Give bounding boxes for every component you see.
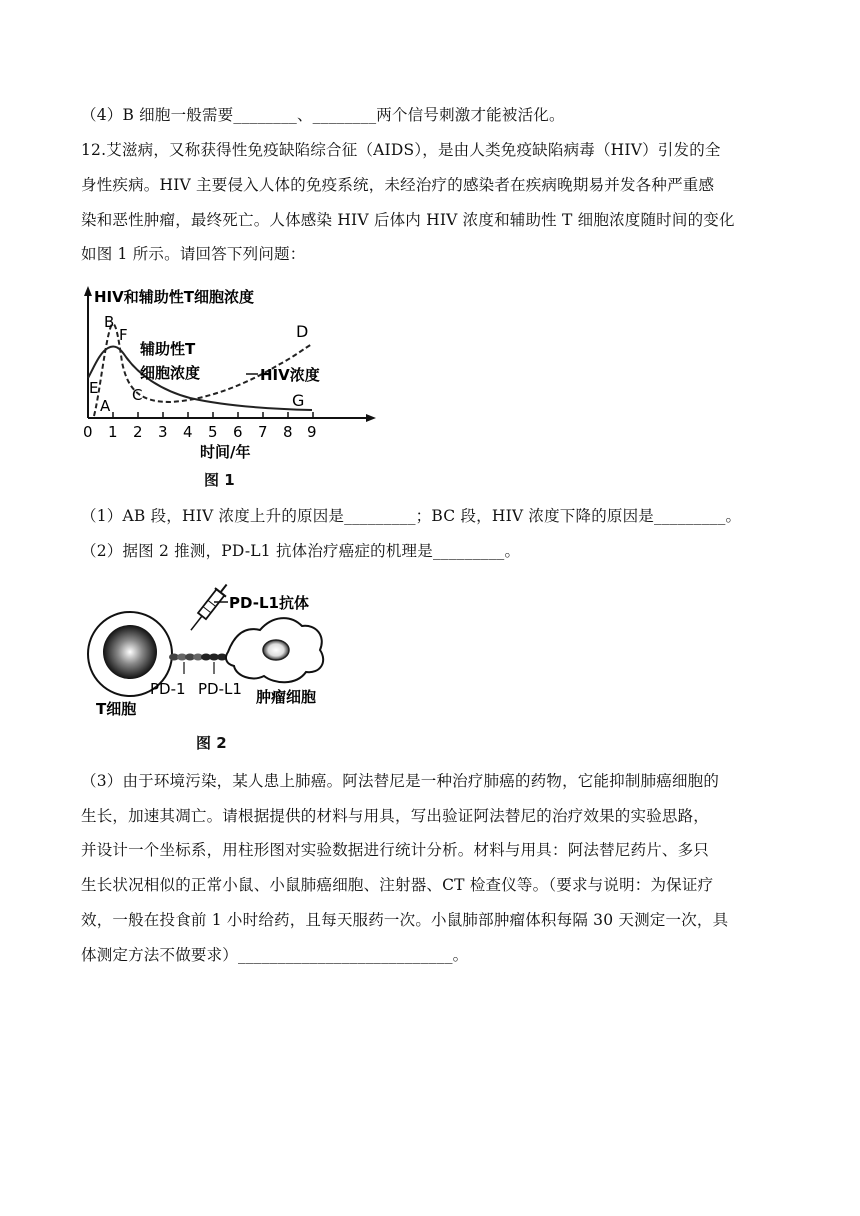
t-cell-nucleus: [103, 625, 157, 679]
fig1-label-A: A: [100, 397, 111, 415]
fig1-tick-2: 2: [133, 423, 143, 441]
fig1-tick-0: 0: [83, 423, 93, 441]
question-12-line-3: 染和恶性肿瘤，最终死亡。人体感染 HIV 后体内 HIV 浓度和辅助性 T 细胞浓度随时间的变化: [81, 211, 735, 229]
fig1-label-G: G: [292, 391, 305, 410]
pdl1-ligand: [201, 654, 227, 661]
figure-2: [84, 574, 354, 724]
sub-question-3-line-6: 体测定方法不做要求）___________________________。: [81, 946, 469, 964]
figure-2-caption: 图 2: [196, 734, 227, 752]
fig1-label-F: F: [119, 326, 128, 344]
fig1-label-B: B: [104, 313, 115, 331]
sub-question-3-line-5: 效，一般在投食前 1 小时给药，且每天服药一次。小鼠肺部肿瘤体积每隔 30 天测定一次，具: [81, 911, 729, 929]
antibody-label: PD-L1抗体: [229, 594, 309, 612]
fig1-label-C: C: [132, 386, 143, 404]
fig1-tick-3: 3: [158, 423, 168, 441]
fig1-tick-4: 4: [183, 423, 193, 441]
fig1-tick-9: 9: [307, 423, 317, 441]
fig1-hiv-label: HIV浓度: [260, 366, 320, 384]
question-12-line-4: 如图 1 所示。请回答下列问题：: [81, 245, 306, 263]
fig1-tcell-label-line1: 辅助性T: [140, 340, 196, 358]
fig1-tick-1: 1: [108, 423, 118, 441]
fig1-tick-5: 5: [208, 423, 218, 441]
fig1-label-D: D: [296, 322, 309, 341]
tumor-cell-label: 肿瘤细胞: [256, 688, 317, 706]
sub-question-3-line-1: （3）由于环境污染，某人患上肺癌。阿法替尼是一种治疗肺癌的药物，它能抑制肺癌细胞的: [81, 772, 720, 790]
sub-question-3-line-2: 生长，加速其凋亡。请根据提供的材料与用具，写出验证阿法替尼的治疗效果的实验思路，: [81, 807, 710, 825]
fig1-tick-6: 6: [233, 423, 243, 441]
fig1-tick-8: 8: [283, 423, 293, 441]
figure-1-caption: 图 1: [204, 471, 235, 489]
figure-1: [80, 282, 380, 462]
question-12-line-2: 身性疾病。HIV 主要侵入人体的免疫系统，未经治疗的感染者在疾病晚期易并发各种严重感: [81, 176, 715, 194]
pd1-receptor: [169, 654, 203, 661]
sub-question-1: （1）AB 段，HIV 浓度上升的原因是_________；BC 段，HIV 浓度下降的原因是_________。: [81, 507, 742, 525]
fig1-tcell-label-line2: 细胞浓度: [140, 364, 201, 382]
fig1-ylabel: HIV和辅助性T细胞浓度: [94, 288, 254, 306]
pdl1-label: PD-L1: [198, 680, 242, 698]
fig1-x-arrow: [366, 414, 376, 422]
t-cell-label: T细胞: [96, 700, 137, 718]
fig1-y-arrow: [84, 286, 92, 296]
question-4-line: （4）B 细胞一般需要________、________两个信号刺激才能被活化。: [81, 106, 565, 124]
fig1-label-E: E: [89, 379, 99, 397]
question-12-line-1: 12.艾滋病，又称获得性免疫缺陷综合征（AIDS），是由人类免疫缺陷病毒（HIV）引发的全: [81, 141, 721, 159]
sub-question-3-line-4: 生长状况相似的正常小鼠、小鼠肺癌细胞、注射器、CT 检查仪等。（要求与说明：为保证疗: [81, 876, 714, 894]
tumor-cell-nucleus: [263, 640, 289, 660]
fig1-xlabel: 时间/年: [200, 443, 251, 461]
sub-question-2: （2）据图 2 推测，PD-L1 抗体治疗癌症的机理是_________。: [81, 542, 521, 560]
sub-question-3-line-3: 并设计一个坐标系，用柱形图对实验数据进行统计分析。材料与用具：阿法替尼药片、多只: [81, 841, 710, 859]
fig1-tick-7: 7: [258, 423, 268, 441]
pd1-label: PD-1: [150, 680, 186, 698]
syringe-icon: [185, 580, 232, 634]
